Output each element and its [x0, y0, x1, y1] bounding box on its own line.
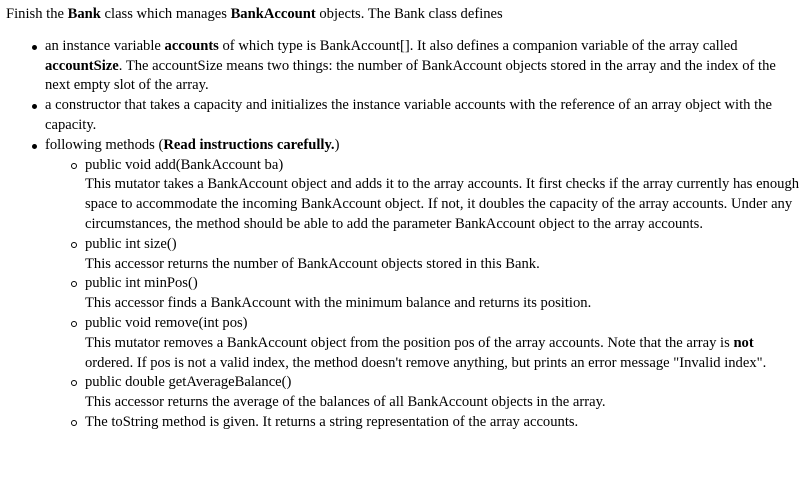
not-emphasis: not — [733, 334, 754, 351]
list-item-methods — [45, 136, 800, 433]
method-signature-size: public int size() — [85, 235, 177, 252]
bank-class-name: Bank — [67, 6, 101, 22]
intro-text-1: Finish the — [6, 6, 68, 22]
list-item-constructor — [45, 96, 800, 136]
method-item-minpos — [85, 274, 800, 314]
accounts-text-1: an instance variable — [45, 37, 165, 54]
bankaccount-class-name: BankAccount — [230, 6, 316, 22]
intro-text-2: class which manages — [100, 6, 231, 22]
intro-paragraph — [6, 5, 800, 25]
method-item-tostring — [85, 413, 800, 433]
constructor-text: a constructor that takes a capacity and initializes the instance variable accounts with the reference of an array object with the capacity. — [45, 97, 772, 133]
method-description-average: This accessor returns the average of the balances of all BankAccount objects in the array. — [85, 394, 606, 411]
intro-text-3: objects. The Bank class defines — [315, 6, 503, 22]
method-item-size — [85, 235, 800, 275]
tostring-text: The toString method is given. It returns a string representation of the array accounts. — [85, 413, 579, 430]
method-description-remove — [85, 334, 800, 374]
account-size-variable-name: accountSize — [45, 57, 119, 74]
remove-text-1: This mutator removes a BankAccount object from the position pos of the array accounts. Note that the array is — [85, 334, 734, 351]
method-item-remove — [85, 314, 800, 373]
method-description-size: This accessor returns the number of BankAccount objects stored in this Bank. — [85, 255, 540, 272]
accounts-variable-name: accounts — [164, 37, 219, 54]
methods-intro-text-1: following methods ( — [45, 136, 164, 153]
accounts-text-3: . The accountSize means two things: the number of BankAccount objects stored in the array and the index of the next empty slot of the array. — [45, 57, 776, 94]
method-signature-remove: public void remove(int pos) — [85, 314, 248, 331]
method-signature-add: public void add(BankAccount ba) — [85, 156, 284, 173]
method-description-add: This mutator takes a BankAccount object and adds it to the array accounts. It first checks if the array currently has enough space to accommodate the incoming BankAccount object. If not, it doubles the capacity of the array accounts. Under any circumstances, the method should be able to add the parameter BankAccount object to the array accounts. — [85, 176, 800, 232]
method-description-minpos: This accessor finds a BankAccount with the minimum balance and returns its position. — [85, 295, 592, 312]
requirements-list — [6, 37, 800, 433]
method-item-add — [85, 156, 800, 235]
method-item-average — [85, 373, 800, 413]
methods-list — [45, 156, 800, 433]
method-signature-minpos: public int minPos() — [85, 275, 198, 292]
remove-text-2: ordered. If pos is not a valid index, the method doesn't remove anything, but prints an error message "Invalid index". — [85, 354, 767, 371]
read-instructions-note: Read instructions carefully. — [163, 136, 335, 153]
list-item-accounts-variable — [45, 37, 800, 96]
accounts-text-2: of which type is BankAccount[]. It also defines a companion variable of the array called — [218, 37, 738, 54]
methods-intro-text-2: ) — [334, 136, 340, 153]
method-signature-average: public double getAverageBalance() — [85, 374, 292, 391]
